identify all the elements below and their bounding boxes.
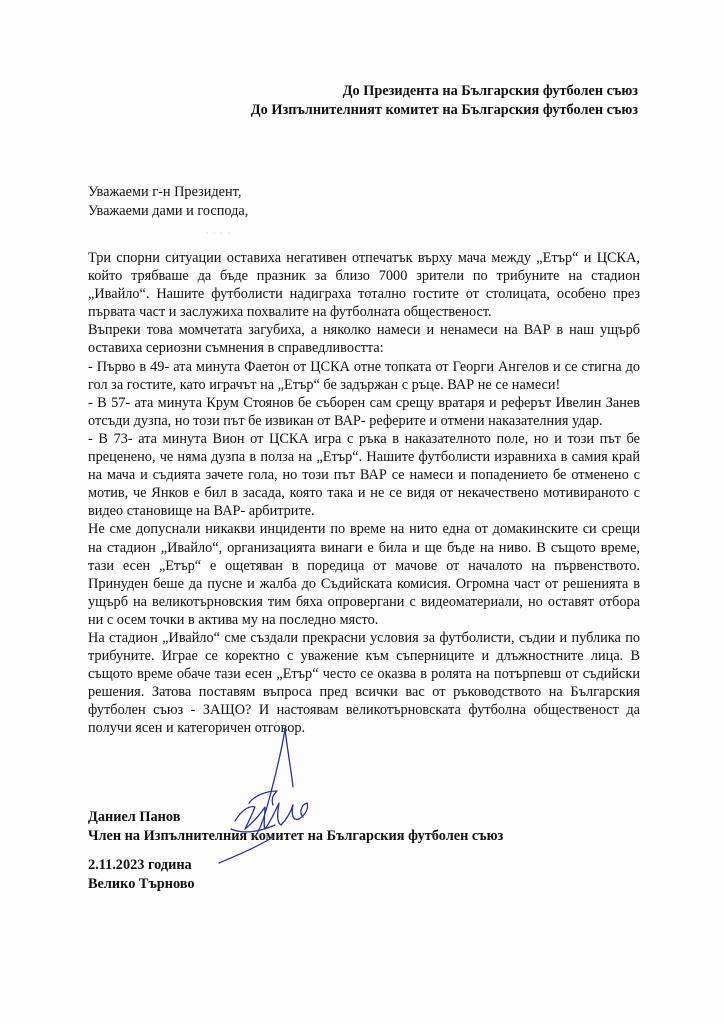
letter-place: Велико Търново — [88, 876, 195, 892]
paragraph-situation-73: - В 73- ата минута Вион от ЦСКА игра с ръка в наказателното поле, но и този път бе преценено, че няма дузпа в полза на „Етър“. Нашите футболисти изравниха в самия край на мача и съдията зачете гола, но този път ВАР се намеси и попадението бе отменено с мотив, че Янков е бил в засада, която така и не се видя от некачествено мотивираното с видео становище на ВАР- арбитрите. — [88, 430, 640, 520]
salutation-block — [88, 183, 248, 221]
paragraph-concerns: Въпреки това момчетата загубиха, а няколко намеси и ненамеси на ВАР в наш ущърб оставиха сериозни съмнения в справедливостта: — [88, 322, 640, 357]
scan-speck — [205, 231, 233, 235]
addressee-president: До Президента на Българския футболен съюз — [342, 83, 638, 99]
paragraph-intro: Три спорни ситуации оставиха негативен отпечатък върху мача между „Етър“ и ЦСКА, който трябваше да бъде празник за близо 7000 зрители по трибуните на стадион „Ивайло“. Нашите футболисти надиграха тотално гостите от столицата, особено през първата част и заслужиха похвалите на футболната общественост. — [88, 250, 640, 321]
letter-date: 2.11.2023 година — [88, 857, 192, 873]
signatory-position: Член на Изпълнителния комитет на Българския футболен съюз — [88, 828, 504, 844]
signatory-block — [88, 808, 503, 846]
signatory-name: Даниел Панов — [88, 809, 181, 825]
date-place-block — [88, 856, 195, 894]
handwritten-signature — [215, 725, 335, 885]
paragraph-situation-49: - Първо в 49- ата минута Фаетон от ЦСКА отне топката от Георги Ангелов и се стигна до гол за гостите, като играчът на „Етър“ бе задържан с ръце. ВАР не се намеси! — [88, 358, 640, 393]
salutation-president: Уважаеми г-н Президент, — [88, 184, 242, 200]
letter-body — [88, 249, 640, 738]
addressee-committee: До Изпълнителният комитет на Българския футболен съюз — [250, 102, 638, 118]
addressee-block — [251, 82, 638, 120]
salutation-audience: Уважаеми дами и господа, — [88, 203, 249, 219]
paragraph-incidents: Не сме допуснали никакви инциденти по време на нито една от домакинските си срещи на стадион „Ивайло“, организацията винаги е била и ще бъде на ниво. В същото време, тази есен „Етър“ е ощетяван в поредица от мачове от началото на първенството. Принуден беше да пусне и жалба до Съдийската комисия. Огромна част от решенията в ущърб на великотърновския тим бяха опровергани с видеоматериали, но оставят отбора ни с осем точки в актива му на последно място. — [88, 521, 640, 628]
paragraph-situation-57: - В 57- ата минута Крум Стоянов бе съборен сам срещу вратаря и реферът Ивелин Занев отсъди дузпа, но този път бе извикан от ВАР- реферите и отмени наказателния удар. — [88, 394, 640, 429]
paragraph-conclusion: На стадион „Ивайло“ сме създали прекрасни условия за футболисти, съдии и публика по трибуните. Играе се коректно с уважение към съперниците и длъжностните лица. В същото време обаче тази есен „Етър“ често се оказва в ролята на потърпевш от съдийски решения. Затова поставям въпроса пред всички вас от ръководството на Българския футболен съюз - ЗАЩО? И настоявам великотърновската футболна общественост да получи ясен и категоричен отговор. — [88, 629, 640, 737]
